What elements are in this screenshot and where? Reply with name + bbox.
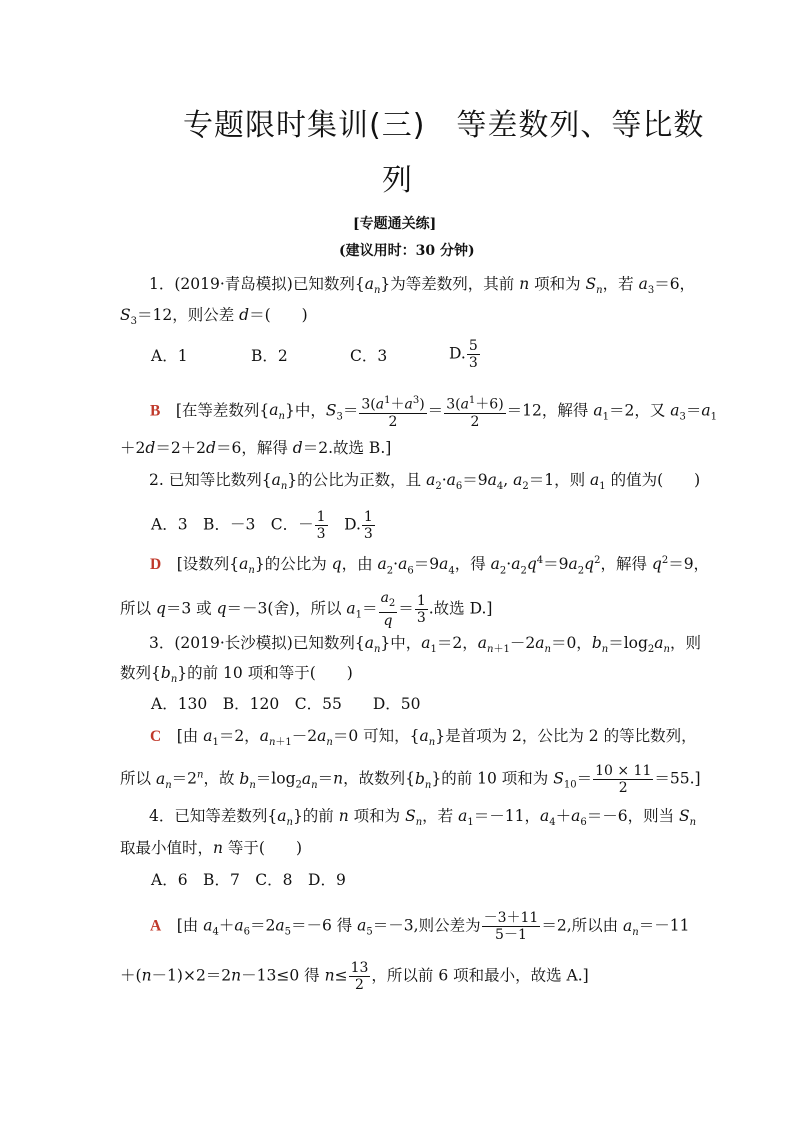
title-line-1: 专题限时集训(三) 等差数列、等比数 xyxy=(183,108,705,143)
q4-stem-line-2: 取最小值时，n 等于( ) xyxy=(120,839,303,857)
q3-answer: C xyxy=(150,728,162,745)
q1-solution-line-1: B [在等差数列$\{a_n\}$中，$S_3=$ $\frac{3(a^1+a^3)}{2}$ ＝ $\frac{3(a^1+6)}{2}$ ＝12，解得 $a_1=2$，又 $a_3=a_1$ xyxy=(150,395,718,430)
q4-solution-line-2: ＋(n－1)×2＝2n－13≤0 得 n≤ $\frac{13}{2}$ ，所以前 6 项和最小，故选 A.] xyxy=(120,960,589,993)
q2-options: A．3 B．－3 C．－ $\frac{1}{3}$ D. $\frac{1}{3}$ xyxy=(151,509,373,542)
q1-answer: B xyxy=(150,402,161,420)
q1-option-b: B．2 xyxy=(251,347,288,365)
q3-options: A．130 B．120 C．55 D．50 xyxy=(151,695,421,713)
q2-solution-line-1: D [设数列$\{a_n\}$的公比为 q，由 $a_2\cdot a_6=9a_4$，得 $a_2\cdot a_2q^4=9a_2q^2$，解得 $q^2=9$， xyxy=(150,555,710,577)
q1-stem-line-2: $S_3=12$，则公差 d＝( ) xyxy=(120,306,308,328)
q3-stem-line-1: 3．(2019·长沙模拟)已知数列$\{a_n\}$中，$a_1=2$，$a_{n+1}-2a_n=0$，$b_n=\log_2a_n$，则 xyxy=(149,634,702,656)
q4-answer: A xyxy=(150,917,162,935)
q4-solution-line-1: A [由 $a_4+a_6=2a_5=-6$ 得 $a_5=-3$,则公差为 $\frac{-3+11}{5-1}$ ＝2,所以由 $a_n=-11$ xyxy=(150,910,690,943)
q1-option-d: D. $\frac{5}{3}$ xyxy=(449,338,478,371)
q1-stem-line-1: 1．(2019·青岛模拟)已知数列$\{a_n\}$为等差数列，其前 n 项和为 $S_n$，若 $a_3=6$， xyxy=(149,275,696,297)
section-header: [专题通关练] xyxy=(353,216,437,232)
q3-stem-line-2: 数列$\{b_n\}$的前 10 项和等于( ) xyxy=(120,664,353,686)
q2-answer: D xyxy=(150,556,162,574)
q4-stem-line-1: 4．已知等差数列$\{a_n\}$的前 n 项和为 $S_n$，若 $a_1=-11$，$a_4+a_6=-6$，则当 $S_n$ xyxy=(149,807,697,829)
time-suggestion: (建议用时：30 分钟) xyxy=(339,243,475,259)
q1-option-c: C．3 xyxy=(350,347,388,365)
title-line-2: 列 xyxy=(382,163,413,198)
q4-options: A．6 B．7 C．8 D．9 xyxy=(151,871,346,889)
q1-option-a: A．1 xyxy=(151,347,188,365)
q3-solution-line-2: 所以 $a_n=2^n$，故 $b_n=\log_2a_n=n$，故数列$\{b_n\}$的前 10 项和为 $S_{10}=$ $\frac{10 \times 11}{2}$ ＝55.] xyxy=(120,763,701,796)
q1-solution-line-2: ＋2d＝2＋2d＝6，解得 d＝2.故选 B.] xyxy=(120,439,392,457)
q2-stem: 2. 已知等比数列$\{a_n\}$的公比为正数，且 $a_2\cdot a_6=9a_4$, $a_2=1$，则 $a_1$ 的值为( ) xyxy=(149,471,701,493)
q3-solution-line-1: C [由 $a_1=2$，$a_{n+1}-2a_n=0$ 可知，$\{a_n\}$是首项为 2，公比为 2 的等比数列， xyxy=(150,727,697,749)
q2-solution-line-2: 所以 q＝3 或 q＝－3(舍)，所以 $a_1=$ $\frac{a_2}{q}$ ＝ $\frac{1}{3}$ .故选 D.] xyxy=(120,590,493,629)
